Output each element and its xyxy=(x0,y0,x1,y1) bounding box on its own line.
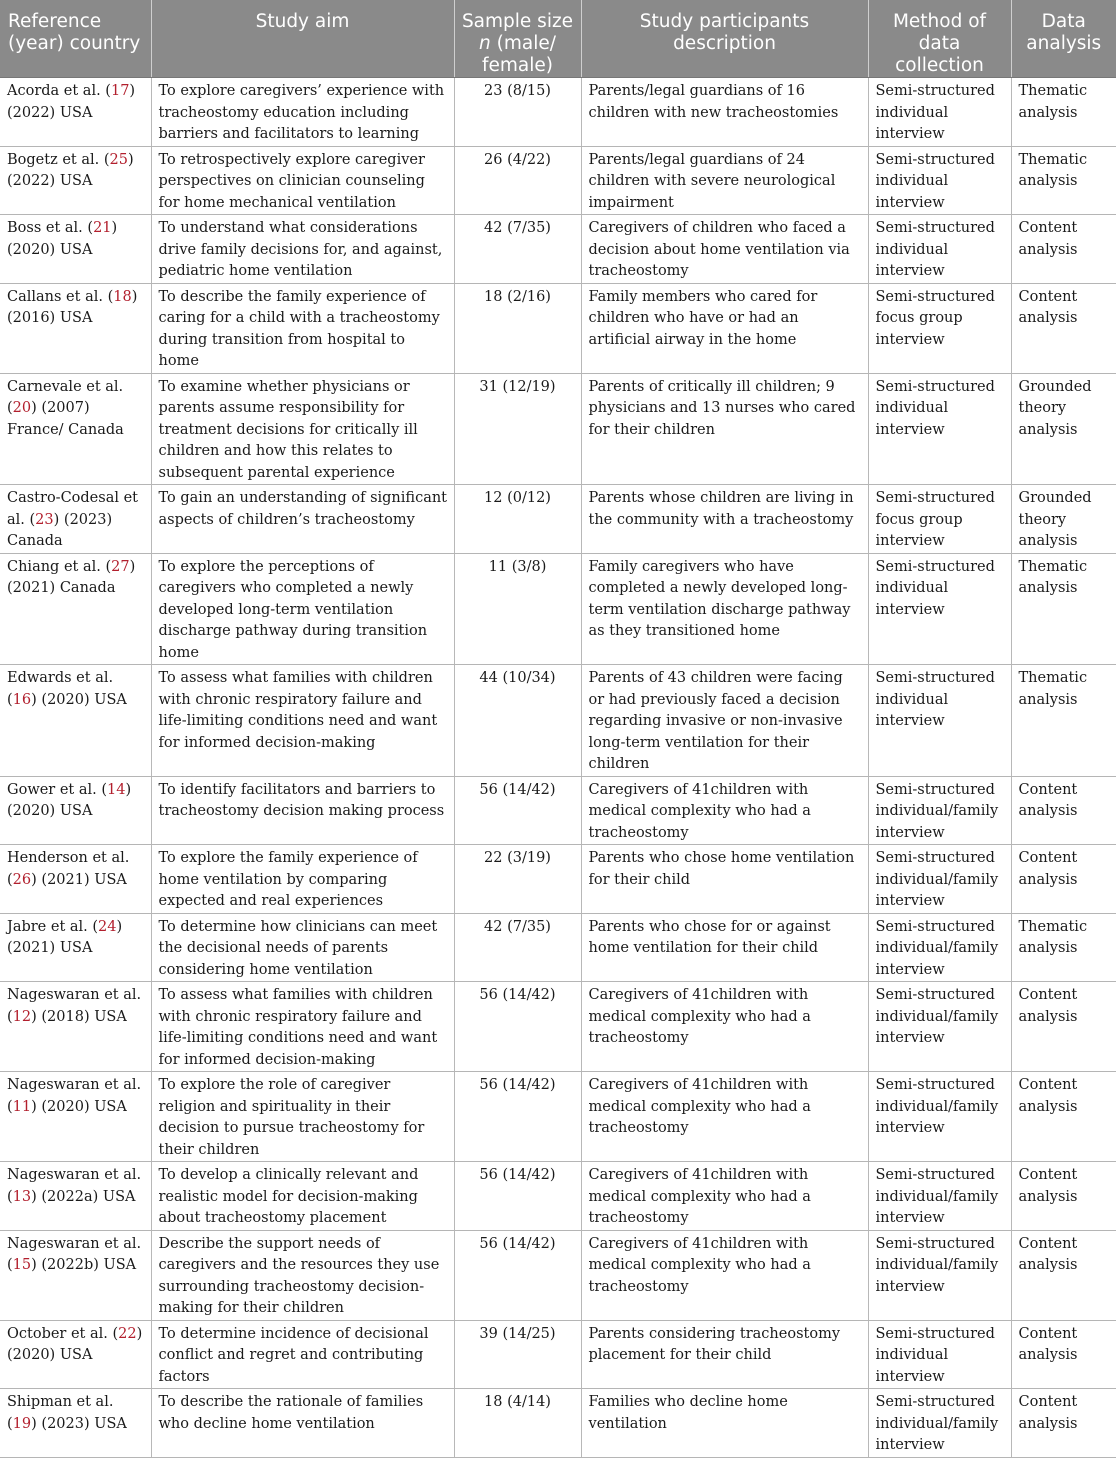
reference-link[interactable]: 12 xyxy=(12,1008,32,1025)
sample-size-cell: 22 (3/19) xyxy=(454,845,581,914)
reference-cell xyxy=(0,1072,151,1162)
analysis-cell: Content analysis xyxy=(1011,845,1116,914)
reference-year-country: (2021) Canada xyxy=(7,580,116,596)
sample-size-cell: 44 (10/34) xyxy=(454,665,581,777)
reference-year-country: (2016) USA xyxy=(7,310,93,326)
sample-size-cell: 23 (8/15) xyxy=(454,78,581,147)
sample-size-cell: 39 (14/25) xyxy=(454,1320,581,1389)
reference-author: Gower et al. ( xyxy=(7,781,108,798)
reference-cell xyxy=(0,215,151,284)
reference-cell xyxy=(0,78,151,147)
analysis-cell: Thematic analysis xyxy=(1011,146,1116,215)
table-body xyxy=(0,78,1116,1458)
sample-size-cell: 12 (0/12) xyxy=(454,485,581,554)
table-row xyxy=(0,982,1116,1072)
study-aim-cell: To assess what families with children with chronic respiratory failure and life-limiting conditions need and want for informed decision-making xyxy=(151,982,454,1072)
participants-cell: Parents whose children are living in the community with a tracheostomy xyxy=(581,485,868,554)
reference-author: Chiang et al. ( xyxy=(7,558,112,575)
table-row xyxy=(0,1389,1116,1458)
reference-suffix: ) xyxy=(125,781,132,798)
reference-link[interactable]: 26 xyxy=(12,871,32,888)
reference-year-country: (2020) USA xyxy=(7,1347,93,1363)
reference-cell xyxy=(0,776,151,845)
table-row xyxy=(0,845,1116,914)
reference-author: Henderson et al. ( xyxy=(7,850,130,888)
reference-suffix: ) xyxy=(129,83,136,99)
reference-suffix: ) xyxy=(31,691,37,708)
study-aim-cell: To identify facilitators and barriers to tracheostomy decision making process xyxy=(151,776,454,845)
reference-cell xyxy=(0,665,151,777)
reference-suffix: ) (2022b) USA xyxy=(31,1257,137,1273)
method-cell: Semi-structured individual/family interview xyxy=(868,1389,1011,1458)
reference-cell xyxy=(0,283,151,373)
reference-year-country: (2022) USA xyxy=(7,104,93,121)
sample-size-cell: 56 (14/42) xyxy=(454,1072,581,1162)
method-cell: Semi-structured individual interview xyxy=(868,1320,1011,1389)
participants-cell: Families who decline home ventilation xyxy=(581,1389,868,1458)
sample-size-cell: 18 (2/16) xyxy=(454,283,581,373)
study-aim-cell: To determine how clinicians can meet the decisional needs of parents considering home ventilation xyxy=(151,913,454,982)
study-aim-cell: To explore the perceptions of caregivers who completed a newly developed long-term ventilation discharge pathway during transition home xyxy=(151,553,454,665)
reference-link[interactable]: 20 xyxy=(12,400,32,416)
reference-link[interactable]: 16 xyxy=(12,691,32,708)
method-cell: Semi-structured individual interview xyxy=(868,146,1011,215)
table-row xyxy=(0,553,1116,665)
reference-cell xyxy=(0,1230,151,1320)
participants-cell: Caregivers of 41children with medical complexity who had a tracheostomy xyxy=(581,982,868,1072)
reference-suffix: ) (2022a) USA xyxy=(31,1188,136,1205)
study-aim-cell: To explore the family experience of home ventilation by comparing expected and real experiences xyxy=(151,845,454,914)
method-cell: Semi-structured focus group interview xyxy=(868,283,1011,373)
reference-suffix: ) xyxy=(31,1415,37,1432)
method-cell: Semi-structured individual/family interview xyxy=(868,913,1011,982)
reference-author: Boss et al. ( xyxy=(7,220,94,236)
reference-cell xyxy=(0,146,151,215)
analysis-cell: Thematic analysis xyxy=(1011,665,1116,777)
analysis-cell: Thematic analysis xyxy=(1011,553,1116,665)
header-sample-size: Sample size n (male/ female) xyxy=(454,0,581,78)
reference-link[interactable]: 22 xyxy=(118,1325,137,1342)
reference-suffix: ) (2018) USA xyxy=(31,1008,127,1025)
study-aim-cell: To explore caregivers’ experience with tracheostomy education including barriers and facilitators to learning xyxy=(151,78,454,147)
participants-cell: Parents/legal guardians of 24 children with severe neurological impairment xyxy=(581,146,868,215)
participants-cell: Caregivers of children who faced a decision about home ventilation via tracheostomy xyxy=(581,215,868,284)
reference-cell xyxy=(0,845,151,914)
reference-author: Acorda et al. ( xyxy=(7,83,111,99)
reference-author: Bogetz et al. ( xyxy=(7,151,110,168)
header-method: Method of data collection xyxy=(868,0,1011,78)
participants-cell: Parents/legal guardians of 16 children with new tracheostomies xyxy=(581,78,868,147)
reference-suffix: ) xyxy=(116,918,123,935)
participants-cell: Parents of critically ill children; 9 physicians and 13 nurses who cared for their children xyxy=(581,373,868,485)
sample-size-cell: 18 (4/14) xyxy=(454,1389,581,1458)
reference-year-country: (2021) USA xyxy=(41,871,127,888)
study-aim-cell: To explore the role of caregiver religion and spirituality in their decision to pursue tracheostomy for their children xyxy=(151,1072,454,1162)
sample-size-cell: 56 (14/42) xyxy=(454,776,581,845)
analysis-cell: Content analysis xyxy=(1011,1072,1116,1162)
method-cell: Semi-structured individual interview xyxy=(868,215,1011,284)
sample-size-cell: 11 (3/8) xyxy=(454,553,581,665)
table-row xyxy=(0,283,1116,373)
reference-suffix: ) xyxy=(129,558,136,575)
method-cell: Semi-structured individual/family interview xyxy=(868,1230,1011,1320)
analysis-cell: Content analysis xyxy=(1011,1230,1116,1320)
participants-cell: Caregivers of 41children with medical complexity who had a tracheostomy xyxy=(581,776,868,845)
reference-link[interactable]: 23 xyxy=(35,511,54,528)
study-aim-cell: To examine whether physicians or parents assume responsibility for treatment decisions for critically ill children and how this relates to subsequent parental experience xyxy=(151,373,454,485)
analysis-cell: Thematic analysis xyxy=(1011,78,1116,147)
reference-author: Castro-Codesal et al. ( xyxy=(7,490,138,528)
participants-cell: Caregivers of 41children with medical complexity who had a tracheostomy xyxy=(581,1072,868,1162)
reference-link[interactable]: 13 xyxy=(12,1188,32,1205)
table-row xyxy=(0,485,1116,554)
reference-year-country: (2020) USA xyxy=(41,691,127,708)
header-reference: Reference (year) country xyxy=(0,0,151,78)
analysis-cell: Content analysis xyxy=(1011,776,1116,845)
reference-link[interactable]: 25 xyxy=(109,151,128,168)
analysis-cell: Content analysis xyxy=(1011,1162,1116,1231)
reference-link[interactable]: 27 xyxy=(111,558,130,575)
reference-suffix: ) xyxy=(127,151,134,168)
reference-suffix: ) xyxy=(131,288,138,305)
participants-cell: Parents considering tracheostomy placement for their child xyxy=(581,1320,868,1389)
reference-link[interactable]: 24 xyxy=(98,918,117,935)
reference-cell xyxy=(0,553,151,665)
study-aim-cell: To develop a clinically relevant and realistic model for decision-making about tracheostomy placement xyxy=(151,1162,454,1231)
reference-link[interactable]: 19 xyxy=(12,1415,32,1432)
study-aim-cell: Describe the support needs of caregivers and the resources they use surrounding tracheostomy decision-making for their children xyxy=(151,1230,454,1320)
table-row xyxy=(0,215,1116,284)
sample-size-cell: 26 (4/22) xyxy=(454,146,581,215)
participants-cell: Caregivers of 41children with medical complexity who had a tracheostomy xyxy=(581,1230,868,1320)
reference-suffix: ) xyxy=(31,871,37,888)
sample-size-cell: 56 (14/42) xyxy=(454,1162,581,1231)
header-participants: Study participants description xyxy=(581,0,868,78)
reference-suffix: ) xyxy=(136,1325,143,1342)
reference-cell xyxy=(0,1389,151,1458)
method-cell: Semi-structured individual/family interview xyxy=(868,1072,1011,1162)
reference-suffix: ) xyxy=(31,400,37,416)
table-row xyxy=(0,913,1116,982)
reference-author: Nageswaran et al. ( xyxy=(7,1167,142,1205)
method-cell: Semi-structured individual/family interview xyxy=(868,845,1011,914)
reference-cell xyxy=(0,485,151,554)
method-cell: Semi-structured individual/family interview xyxy=(868,776,1011,845)
table-row xyxy=(0,1320,1116,1389)
reference-year-country: (2007) France/ Canada xyxy=(7,400,124,438)
reference-year-country: (2023) USA xyxy=(41,1415,127,1432)
study-aim-cell: To assess what families with children with chronic respiratory failure and life-limiting conditions need and want for informed decision-making xyxy=(151,665,454,777)
reference-author: Nageswaran et al. ( xyxy=(7,1077,142,1115)
sample-size-cell: 56 (14/42) xyxy=(454,1230,581,1320)
method-cell: Semi-structured individual interview xyxy=(868,665,1011,777)
method-cell: Semi-structured focus group interview xyxy=(868,485,1011,554)
sample-size-cell: 42 (7/35) xyxy=(454,215,581,284)
analysis-cell: Content analysis xyxy=(1011,982,1116,1072)
analysis-cell: Content analysis xyxy=(1011,215,1116,284)
participants-cell: Family caregivers who have completed a newly developed long-term ventilation discharge pathway as they transitioned home xyxy=(581,553,868,665)
study-aim-cell: To describe the family experience of caring for a child with a tracheostomy during transition from hospital to home xyxy=(151,283,454,373)
reference-year-country: (2020) USA xyxy=(7,803,93,819)
reference-author: Nageswaran et al. ( xyxy=(7,1235,142,1273)
reference-author: Shipman et al. ( xyxy=(7,1394,114,1432)
header-data-analysis: Data analysis xyxy=(1011,0,1116,78)
reference-year-country: (2021) USA xyxy=(7,940,93,956)
participants-cell: Parents of 43 children were facing or had previously faced a decision regarding invasive or non-invasive long-term ventilation for their children xyxy=(581,665,868,777)
analysis-cell: Content analysis xyxy=(1011,1389,1116,1458)
study-aim-cell: To gain an understanding of significant aspects of children’s tracheostomy xyxy=(151,485,454,554)
analysis-cell: Content analysis xyxy=(1011,1320,1116,1389)
sample-size-cell: 31 (12/19) xyxy=(454,373,581,485)
reference-cell xyxy=(0,913,151,982)
reference-link[interactable]: 18 xyxy=(113,288,132,305)
table-row xyxy=(0,373,1116,485)
analysis-cell: Grounded theory analysis xyxy=(1011,485,1116,554)
table-row xyxy=(0,1072,1116,1162)
method-cell: Semi-structured individual/family interview xyxy=(868,982,1011,1072)
participants-cell: Caregivers of 41children with medical complexity who had a tracheostomy xyxy=(581,1162,868,1231)
study-aim-cell: To determine incidence of decisional conflict and regret and contributing factors xyxy=(151,1320,454,1389)
method-cell: Semi-structured individual interview xyxy=(868,373,1011,485)
reference-cell xyxy=(0,1162,151,1231)
reference-author: Carnevale et al. ( xyxy=(7,378,124,416)
study-aim-cell: To understand what considerations drive family decisions for, and against, pediatric home ventilation xyxy=(151,215,454,284)
reference-author: Callans et al. ( xyxy=(7,288,114,305)
table-row xyxy=(0,78,1116,147)
header-row xyxy=(0,0,1116,78)
table-row xyxy=(0,1162,1116,1231)
reference-cell xyxy=(0,1320,151,1389)
study-aim-cell: To describe the rationale of families who decline home ventilation xyxy=(151,1389,454,1458)
participants-cell: Parents who chose for or against home ventilation for their child xyxy=(581,913,868,982)
reference-cell xyxy=(0,982,151,1072)
reference-suffix: ) xyxy=(53,511,60,528)
reference-link[interactable]: 15 xyxy=(12,1257,32,1273)
reference-author: Edwards et al. ( xyxy=(7,670,114,708)
reference-link[interactable]: 14 xyxy=(107,781,126,798)
table-row xyxy=(0,776,1116,845)
reference-year-country: (2022) USA xyxy=(7,173,93,189)
sample-size-cell: 56 (14/42) xyxy=(454,982,581,1072)
method-cell: Semi-structured individual interview xyxy=(868,553,1011,665)
analysis-cell: Grounded theory analysis xyxy=(1011,373,1116,485)
method-cell: Semi-structured individual/family interview xyxy=(868,1162,1011,1231)
reference-author: October et al. ( xyxy=(7,1325,119,1342)
header-study-aim: Study aim xyxy=(151,0,454,78)
method-cell: Semi-structured individual interview xyxy=(868,78,1011,147)
study-aim-cell: To retrospectively explore caregiver perspectives on clinician counseling for home mechanical ventilation xyxy=(151,146,454,215)
reference-link[interactable]: 17 xyxy=(110,83,130,99)
table-row xyxy=(0,1230,1116,1320)
reference-year-country: (2023) Canada xyxy=(7,511,113,549)
reference-author: Nageswaran et al. ( xyxy=(7,987,142,1025)
reference-author: Jabre et al. ( xyxy=(7,918,99,935)
analysis-cell: Content analysis xyxy=(1011,283,1116,373)
participants-cell: Parents who chose home ventilation for their child xyxy=(581,845,868,914)
reference-cell xyxy=(0,373,151,485)
reference-year-country: (2020) USA xyxy=(7,241,93,258)
participants-cell: Family members who cared for children who have or had an artificial airway in the home xyxy=(581,283,868,373)
table-row xyxy=(0,665,1116,777)
reference-link[interactable]: 11 xyxy=(12,1098,32,1115)
reference-link[interactable]: 21 xyxy=(93,220,112,236)
reference-suffix: ) (2020) USA xyxy=(31,1098,127,1115)
table-row xyxy=(0,146,1116,215)
sample-size-cell: 42 (7/35) xyxy=(454,913,581,982)
analysis-cell: Thematic analysis xyxy=(1011,913,1116,982)
reference-suffix: ) xyxy=(111,220,118,236)
